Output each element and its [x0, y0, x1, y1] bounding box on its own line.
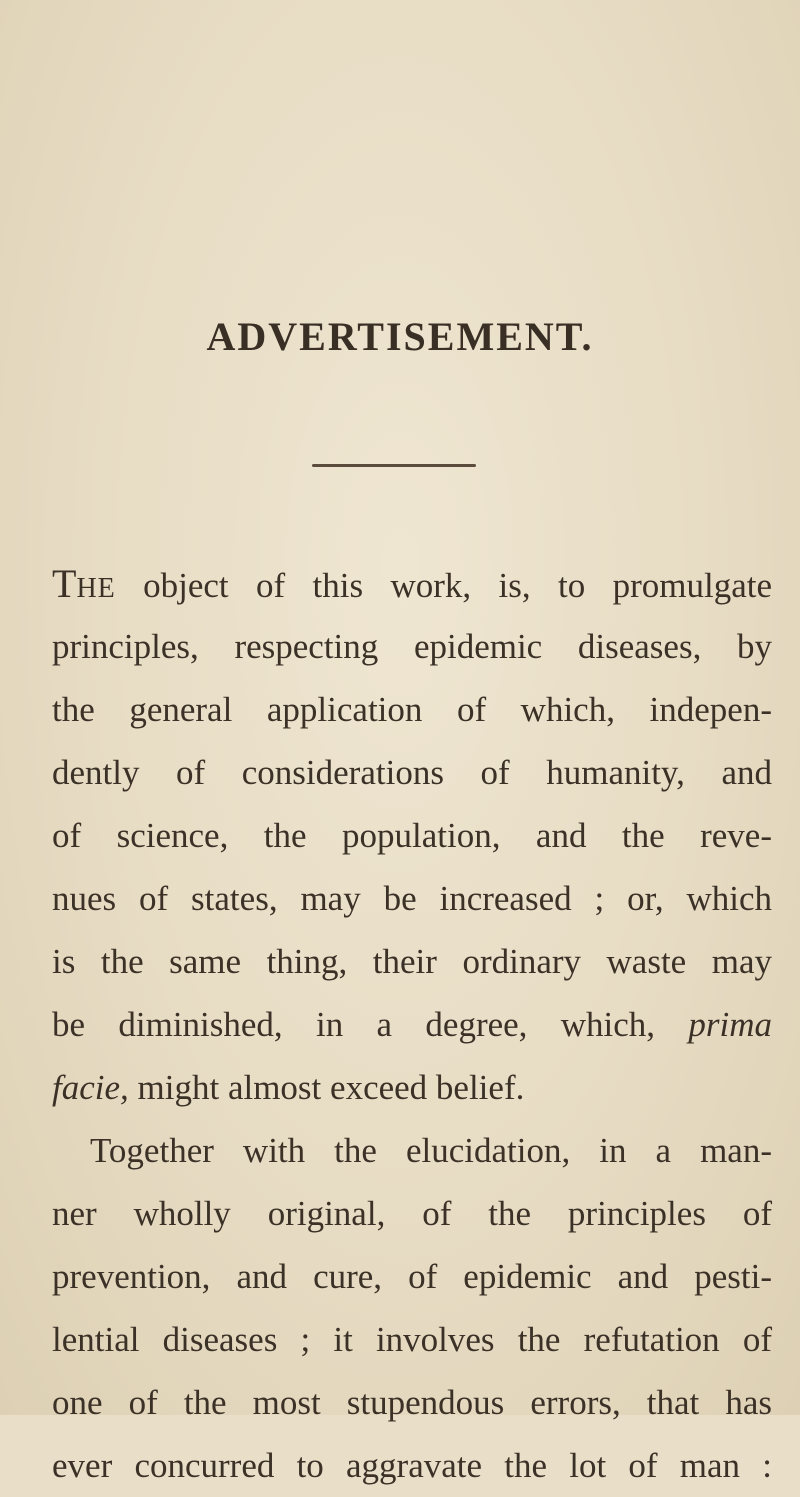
- text-line: dently of considerations of humanity, and: [52, 753, 772, 792]
- body-text: [52, 552, 772, 1497]
- text-line: of science, the population, and the reve-: [52, 816, 772, 855]
- text-line: lential diseases ; it involves the refutation of: [52, 1320, 772, 1359]
- text-line: Together with the elucidation, in a man-: [90, 1131, 772, 1170]
- text-line: facie, might almost exceed belief.: [52, 1068, 525, 1107]
- text-line: the general application of which, indepen-: [52, 690, 772, 729]
- initial-word: THE: [52, 561, 116, 606]
- text-line: one of the most stupendous errors, that has: [52, 1383, 772, 1422]
- page-title: ADVERTISEMENT.: [206, 314, 594, 359]
- text-line: ever concurred to aggravate the lot of man :: [52, 1446, 772, 1485]
- text-line: THE object of this work, is, to promulgate: [52, 561, 772, 606]
- text-line: nues of states, may be increased ; or, which: [52, 879, 772, 918]
- text-line: be diminished, in a degree, which, prima: [52, 1005, 773, 1044]
- text-line: ner wholly original, of the principles of: [52, 1194, 772, 1233]
- text-line: is the same thing, their ordinary waste may: [52, 942, 772, 981]
- text-line: prevention, and cure, of epidemic and pesti-: [52, 1257, 772, 1296]
- text-line: principles, respecting epidemic diseases, by: [52, 627, 772, 666]
- decorative-rule: [312, 464, 476, 467]
